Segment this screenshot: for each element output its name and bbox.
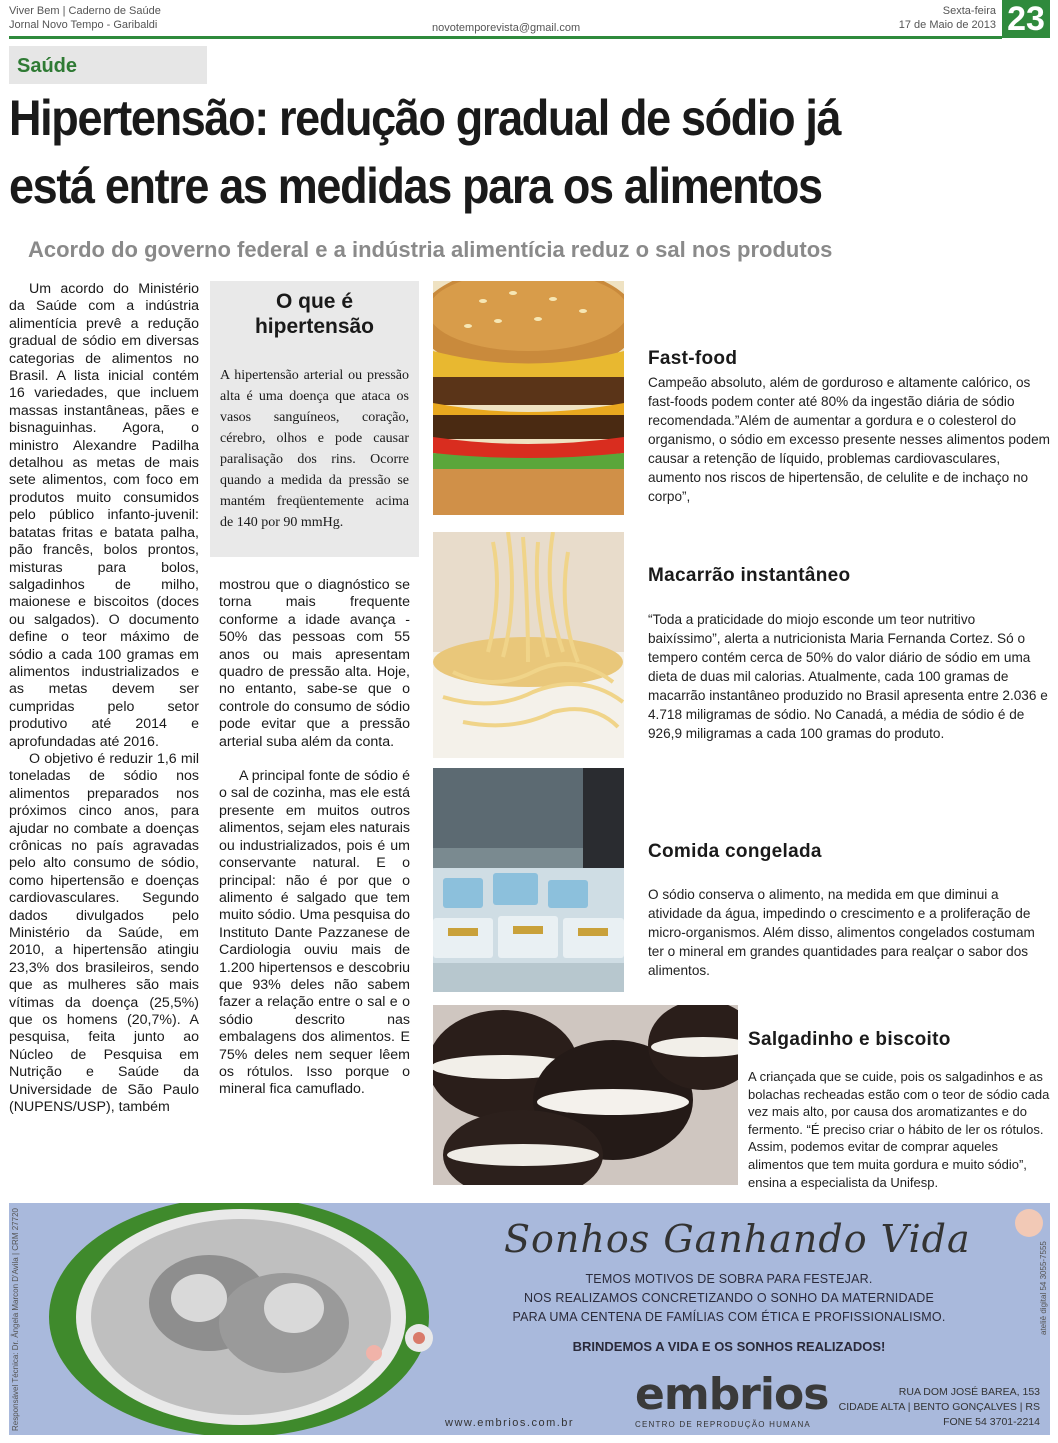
ad-bold-line: BRINDEMOS A VIDA E OS SONHOS REALIZADOS!	[572, 1339, 886, 1354]
header-rule	[9, 36, 1002, 39]
food-title: Fast-food	[648, 348, 738, 369]
food-text: “Toda a praticidade do miojo esconde um teor nutritivo baixíssimo”, alerta a nutricionista Maria Fernanda Cortez. Só o tempero contém cerca de 50% do valor diário de sódio em uma dieta de duas mil calorias. Atualmente, cada 100 gramas de macarrão instantâneo produzido no Brasil apresenta entre 2.036 e 4.718 miligramas de sódio. No Canadá, a média de sódio é de 926,9 miligramas a cada 100 gramas do produto.	[648, 612, 1048, 741]
embrios-tagline: CENTRO DE REPRODUÇÃO HUMANA	[635, 1420, 811, 1429]
ad-line-1: TEMOS MOTIVOS DE SOBRA PARA FESTEJAR.	[585, 1272, 873, 1286]
info-box	[210, 281, 419, 557]
page-number: 23	[1002, 0, 1050, 38]
ad-line-2: NOS REALIZAMOS CONCRETIZANDO O SONHO DA MATERNIDADE	[523, 1291, 934, 1305]
header-newspaper-name: Jornal Novo Tempo - Garibaldi	[9, 19, 158, 31]
noodles-icon	[433, 532, 624, 758]
cookie-icon	[433, 1005, 738, 1185]
article-paragraph: mostrou que o diagnóstico se torna mais frequente conforme a idade avança - 50% das pessoas com 55 anos ou mais apresentam quadro de pressão alta. Hoje, no entanto, sabe-se que o controle do consumo de sódio pode evitar que a pressão arterial suba além da conta.	[219, 577, 410, 750]
article-paragraph: A principal fonte de sódio é o sal de cozinha, mas ele está presente em muitos outros alimentos, sejam eles naturais ou industrializados, pois é um conservante natural. E o principal: não é por que o alimento é salgado que tem muito sódio. Uma pesquisa do Instituto Dante Pazzanese de Cardiologia ouviu mais de 1.200 hipertensos e descobriu que 93% deles não sabem fazer a relação entre o sal e o sódio descrito nas embalagens dos alimentos. E 75% deles nem sequer lêem os rótulos. Isso porque o mineral fica camuflado.	[219, 768, 410, 1098]
food-text: Campeão absoluto, além de gorduroso e altamente calórico, os fast-foods podem conter até 80% da ingestão diária de sódio recomendada.”Além de aumentar a gordura e o colesterol do organismo, o sódio em excesso presente nesses alimentos podem causar a retenção de líquido, problemas cardiovasculares, aumento nos riscos de hipertensão, de celulite e de inchaço no corpo”,	[648, 375, 1050, 504]
article-column-1	[9, 281, 199, 1117]
frozen-food-photo	[433, 768, 624, 992]
food-title: Comida congelada	[648, 841, 822, 862]
info-box-title-1: O que é	[275, 290, 354, 313]
article-paragraph: Um acordo do Ministério da Saúde com a indústria alimentícia prevê a redução gradual de sódio em diversas categorias de alimentos no Brasil. A lista inicial contém 16 variedades, que incluem massas instantâneas, pães e bisnaguinhas. Agora, o ministro Alexandre Padilha detalhou as metas de mais sete alimentos, com foco em produtos muito consumidos pelo público infanto-juvenil: batatas fritas e batata palha, pão francês, bolos prontos, misturas para bolos, salgadinhos de milho, maionese e biscoitos (doces ou salgados). O documento define o teor máximo de sódio a cada 100 gramas em alimentos industrializados e as metas devem ser cumpridas pelo setor produtivo até 2014 e aprofundadas até 2016.	[9, 281, 199, 750]
section-tag: Saúde	[9, 46, 207, 84]
article-paragraph: O objetivo é reduzir 1,6 mil toneladas de sódio nos alimentos preparados nos próximos cinco anos, para ajudar no combate a doenças crônicas no país agravadas pelo alto consumo de sódio, como hipertensão e doenças cardiovasculares. Segundo dados divulgados pelo Ministério da Saúde, em 2010, a hipertensão atingiu 23,3% dos brasileiros, sendo que as mulheres são mais vítimas da doença (25,5%) que os homens (20,7%). A pesquisa, feita junto ao Núcleo de Pesquisa em Nutrição e Saúde da Universidade de São Paulo (NUPENS/USP), também	[9, 750, 199, 1116]
frozen-food-icon	[433, 768, 624, 992]
ad-phone: FONE 54 3701-2214	[943, 1416, 1040, 1428]
header-day: Sexta-feira	[942, 5, 996, 17]
ad-responsible-credit: Responsável Técnica: Dr. Ângela Marcon D'Avila | CRM 27720	[11, 1208, 20, 1431]
ad-address-2: CIDADE ALTA | BENTO GONÇALVES | RS	[838, 1401, 1040, 1413]
food-title: Salgadinho e biscoito	[748, 1029, 951, 1050]
ad-script-title: Sonhos Ganhando Vida	[504, 1217, 971, 1261]
burger-icon	[433, 281, 624, 515]
headline-line-1: Hipertensão: redução gradual de sódio já	[9, 90, 841, 146]
noodles-photo	[433, 532, 624, 758]
cookies-photo	[433, 1005, 738, 1185]
headline-line-2: está entre as medidas para os alimentos	[9, 158, 822, 214]
food-title: Macarrão instantâneo	[648, 565, 851, 586]
burger-photo	[433, 281, 624, 515]
subheadline: Acordo do governo federal e a indústria alimentícia reduz o sal nos produtos	[28, 237, 833, 262]
ad-line-3: PARA UMA CENTENA DE FAMÍLIAS COM ÉTICA E PROFISSIONALISMO.	[512, 1310, 946, 1324]
embrios-logo: embrios	[635, 1369, 829, 1420]
ad-website-link[interactable]: www.embrios.com.br	[445, 1417, 575, 1429]
header-date: 17 de Maio de 2013	[898, 19, 996, 31]
header-email[interactable]: novotemporevista@gmail.com	[432, 22, 581, 34]
food-text: A criançada que se cuide, pois os salgadinhos e as bolachas recheadas estão com o teor de sódio cada vez mais alto, por causa dos aromatizantes e do fermento. “É preciso criar o hábito de ler os rótulos. Assim, podemos evitar de comprar aqueles alimentos que tem muita gordura e muito sódio”, ensina a especialista da Unifesp.	[748, 1069, 1050, 1190]
food-text: O sódio conserva o alimento, na medida em que diminui a atividade da água, impedindo o crescimento e a proliferação de micro-organismos. Além disso, alimentos congelados costumam ter o mineral em grandes quantidades para realçar o sabor dos alimentos.	[648, 887, 1035, 978]
header-section-label: Viver Bem | Caderno de Saúde	[9, 5, 161, 17]
info-box-text: A hipertensão arterial ou pressão alta é uma doença que ataca os vasos sanguíneos, coração, cérebro, olhos e pode causar paralisação dos rins. Ocorre quando a medida da pressão se mantém freqüentemente acima de 140 por 90 mmHg.	[220, 368, 409, 530]
article-column-2	[219, 577, 410, 1099]
info-box-title-2: hipertensão	[254, 315, 375, 338]
embrios-advertisement[interactable]	[9, 1203, 1050, 1435]
ad-address-1: RUA DOM JOSÉ BAREA, 153	[898, 1386, 1040, 1398]
ad-agency-credit: ateliê digital 54 3055-7555	[1039, 1241, 1048, 1335]
